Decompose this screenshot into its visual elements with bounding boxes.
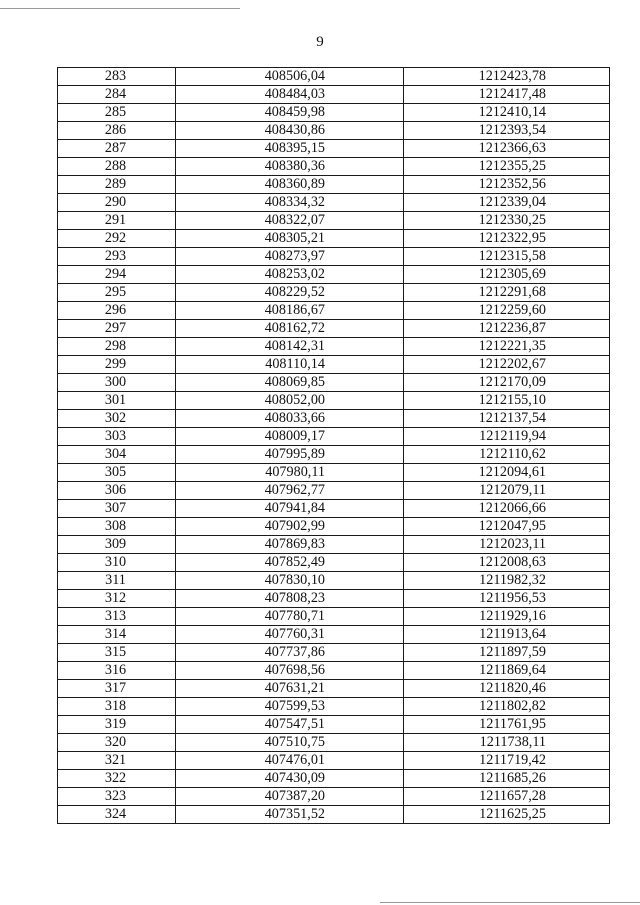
y-coordinate-cell: 1212066,66 bbox=[404, 500, 610, 518]
table-row bbox=[58, 158, 610, 176]
x-coordinate-cell: 408322,07 bbox=[176, 212, 404, 230]
table-row bbox=[58, 590, 610, 608]
table-row bbox=[58, 86, 610, 104]
table-row bbox=[58, 338, 610, 356]
x-coordinate-cell: 407737,86 bbox=[176, 644, 404, 662]
y-coordinate-cell: 1212393,54 bbox=[404, 122, 610, 140]
point-number-cell: 305 bbox=[58, 464, 176, 482]
x-coordinate-cell: 408360,89 bbox=[176, 176, 404, 194]
x-coordinate-cell: 408110,14 bbox=[176, 356, 404, 374]
x-coordinate-cell: 408162,72 bbox=[176, 320, 404, 338]
x-coordinate-cell: 407852,49 bbox=[176, 554, 404, 572]
point-number-cell: 289 bbox=[58, 176, 176, 194]
point-number-cell: 296 bbox=[58, 302, 176, 320]
y-coordinate-cell: 1212423,78 bbox=[404, 68, 610, 86]
y-coordinate-cell: 1212008,63 bbox=[404, 554, 610, 572]
y-coordinate-cell: 1212355,25 bbox=[404, 158, 610, 176]
x-coordinate-cell: 407430,09 bbox=[176, 770, 404, 788]
table-row bbox=[58, 536, 610, 554]
table-row bbox=[58, 266, 610, 284]
point-number-cell: 321 bbox=[58, 752, 176, 770]
table-row bbox=[58, 356, 610, 374]
point-number-cell: 318 bbox=[58, 698, 176, 716]
table-row bbox=[58, 554, 610, 572]
table-row bbox=[58, 806, 610, 824]
x-coordinate-cell: 408142,31 bbox=[176, 338, 404, 356]
table-row bbox=[58, 734, 610, 752]
point-number-cell: 311 bbox=[58, 572, 176, 590]
x-coordinate-cell: 408459,98 bbox=[176, 104, 404, 122]
y-coordinate-cell: 1212410,14 bbox=[404, 104, 610, 122]
y-coordinate-cell: 1212155,10 bbox=[404, 392, 610, 410]
point-number-cell: 315 bbox=[58, 644, 176, 662]
point-number-cell: 294 bbox=[58, 266, 176, 284]
y-coordinate-cell: 1212202,67 bbox=[404, 356, 610, 374]
y-coordinate-cell: 1212417,48 bbox=[404, 86, 610, 104]
x-coordinate-cell: 408305,21 bbox=[176, 230, 404, 248]
y-coordinate-cell: 1211982,32 bbox=[404, 572, 610, 590]
point-number-cell: 288 bbox=[58, 158, 176, 176]
table-row bbox=[58, 716, 610, 734]
x-coordinate-cell: 407476,01 bbox=[176, 752, 404, 770]
table-row bbox=[58, 446, 610, 464]
y-coordinate-cell: 1211802,82 bbox=[404, 698, 610, 716]
point-number-cell: 323 bbox=[58, 788, 176, 806]
table-row bbox=[58, 608, 610, 626]
y-coordinate-cell: 1211820,46 bbox=[404, 680, 610, 698]
table-row bbox=[58, 176, 610, 194]
point-number-cell: 299 bbox=[58, 356, 176, 374]
x-coordinate-cell: 407995,89 bbox=[176, 446, 404, 464]
table-row bbox=[58, 500, 610, 518]
y-coordinate-cell: 1211956,53 bbox=[404, 590, 610, 608]
x-coordinate-cell: 407808,23 bbox=[176, 590, 404, 608]
y-coordinate-cell: 1211761,95 bbox=[404, 716, 610, 734]
page-number: 9 bbox=[316, 34, 324, 50]
x-coordinate-cell: 407941,84 bbox=[176, 500, 404, 518]
x-coordinate-cell: 407599,53 bbox=[176, 698, 404, 716]
x-coordinate-cell: 408395,15 bbox=[176, 140, 404, 158]
y-coordinate-cell: 1212322,95 bbox=[404, 230, 610, 248]
x-coordinate-cell: 408069,85 bbox=[176, 374, 404, 392]
table-row bbox=[58, 302, 610, 320]
table-row bbox=[58, 68, 610, 86]
x-coordinate-cell: 407631,21 bbox=[176, 680, 404, 698]
coordinates-table-body bbox=[58, 68, 610, 824]
point-number-cell: 320 bbox=[58, 734, 176, 752]
x-coordinate-cell: 408052,00 bbox=[176, 392, 404, 410]
y-coordinate-cell: 1211738,11 bbox=[404, 734, 610, 752]
x-coordinate-cell: 407902,99 bbox=[176, 518, 404, 536]
x-coordinate-cell: 407760,31 bbox=[176, 626, 404, 644]
x-coordinate-cell: 408506,04 bbox=[176, 68, 404, 86]
table-row bbox=[58, 644, 610, 662]
table-row bbox=[58, 284, 610, 302]
table-row bbox=[58, 428, 610, 446]
point-number-cell: 295 bbox=[58, 284, 176, 302]
scan-edge-line-bottom bbox=[380, 902, 640, 903]
point-number-cell: 306 bbox=[58, 482, 176, 500]
point-number-cell: 313 bbox=[58, 608, 176, 626]
x-coordinate-cell: 407351,52 bbox=[176, 806, 404, 824]
scan-edge-line-top bbox=[0, 8, 240, 9]
y-coordinate-cell: 1212023,11 bbox=[404, 536, 610, 554]
x-coordinate-cell: 407510,75 bbox=[176, 734, 404, 752]
table-row bbox=[58, 770, 610, 788]
table-row bbox=[58, 194, 610, 212]
x-coordinate-cell: 408253,02 bbox=[176, 266, 404, 284]
y-coordinate-cell: 1212339,04 bbox=[404, 194, 610, 212]
table-row bbox=[58, 662, 610, 680]
point-number-cell: 286 bbox=[58, 122, 176, 140]
table-row bbox=[58, 374, 610, 392]
y-coordinate-cell: 1211719,42 bbox=[404, 752, 610, 770]
point-number-cell: 290 bbox=[58, 194, 176, 212]
table-row bbox=[58, 626, 610, 644]
y-coordinate-cell: 1211657,28 bbox=[404, 788, 610, 806]
x-coordinate-cell: 408033,66 bbox=[176, 410, 404, 428]
table-row bbox=[58, 320, 610, 338]
y-coordinate-cell: 1212236,87 bbox=[404, 320, 610, 338]
x-coordinate-cell: 407547,51 bbox=[176, 716, 404, 734]
x-coordinate-cell: 408334,32 bbox=[176, 194, 404, 212]
table-row bbox=[58, 212, 610, 230]
y-coordinate-cell: 1212366,63 bbox=[404, 140, 610, 158]
table-row bbox=[58, 392, 610, 410]
y-coordinate-cell: 1212137,54 bbox=[404, 410, 610, 428]
x-coordinate-cell: 408229,52 bbox=[176, 284, 404, 302]
point-number-cell: 322 bbox=[58, 770, 176, 788]
point-number-cell: 285 bbox=[58, 104, 176, 122]
point-number-cell: 317 bbox=[58, 680, 176, 698]
y-coordinate-cell: 1212330,25 bbox=[404, 212, 610, 230]
table-row bbox=[58, 230, 610, 248]
x-coordinate-cell: 407830,10 bbox=[176, 572, 404, 590]
x-coordinate-cell: 407780,71 bbox=[176, 608, 404, 626]
x-coordinate-cell: 407980,11 bbox=[176, 464, 404, 482]
point-number-cell: 302 bbox=[58, 410, 176, 428]
x-coordinate-cell: 407698,56 bbox=[176, 662, 404, 680]
point-number-cell: 293 bbox=[58, 248, 176, 266]
point-number-cell: 308 bbox=[58, 518, 176, 536]
table-row bbox=[58, 140, 610, 158]
point-number-cell: 283 bbox=[58, 68, 176, 86]
y-coordinate-cell: 1212170,09 bbox=[404, 374, 610, 392]
y-coordinate-cell: 1212079,11 bbox=[404, 482, 610, 500]
table-row bbox=[58, 464, 610, 482]
x-coordinate-cell: 407869,83 bbox=[176, 536, 404, 554]
y-coordinate-cell: 1212221,35 bbox=[404, 338, 610, 356]
x-coordinate-cell: 408273,97 bbox=[176, 248, 404, 266]
point-number-cell: 301 bbox=[58, 392, 176, 410]
y-coordinate-cell: 1211897,59 bbox=[404, 644, 610, 662]
y-coordinate-cell: 1211869,64 bbox=[404, 662, 610, 680]
point-number-cell: 307 bbox=[58, 500, 176, 518]
y-coordinate-cell: 1212094,61 bbox=[404, 464, 610, 482]
y-coordinate-cell: 1212110,62 bbox=[404, 446, 610, 464]
y-coordinate-cell: 1212291,68 bbox=[404, 284, 610, 302]
table-row bbox=[58, 788, 610, 806]
point-number-cell: 314 bbox=[58, 626, 176, 644]
table-row bbox=[58, 410, 610, 428]
y-coordinate-cell: 1212119,94 bbox=[404, 428, 610, 446]
table-row bbox=[58, 248, 610, 266]
point-number-cell: 291 bbox=[58, 212, 176, 230]
x-coordinate-cell: 407962,77 bbox=[176, 482, 404, 500]
y-coordinate-cell: 1212305,69 bbox=[404, 266, 610, 284]
x-coordinate-cell: 408186,67 bbox=[176, 302, 404, 320]
y-coordinate-cell: 1211625,25 bbox=[404, 806, 610, 824]
point-number-cell: 319 bbox=[58, 716, 176, 734]
table-row bbox=[58, 518, 610, 536]
point-number-cell: 310 bbox=[58, 554, 176, 572]
point-number-cell: 303 bbox=[58, 428, 176, 446]
x-coordinate-cell: 408484,03 bbox=[176, 86, 404, 104]
table-row bbox=[58, 482, 610, 500]
point-number-cell: 297 bbox=[58, 320, 176, 338]
point-number-cell: 316 bbox=[58, 662, 176, 680]
table-row bbox=[58, 572, 610, 590]
point-number-cell: 287 bbox=[58, 140, 176, 158]
table-row bbox=[58, 752, 610, 770]
y-coordinate-cell: 1211913,64 bbox=[404, 626, 610, 644]
table-row bbox=[58, 122, 610, 140]
x-coordinate-cell: 408430,86 bbox=[176, 122, 404, 140]
point-number-cell: 298 bbox=[58, 338, 176, 356]
point-number-cell: 304 bbox=[58, 446, 176, 464]
point-number-cell: 312 bbox=[58, 590, 176, 608]
y-coordinate-cell: 1212352,56 bbox=[404, 176, 610, 194]
coordinates-table bbox=[57, 67, 610, 824]
y-coordinate-cell: 1212047,95 bbox=[404, 518, 610, 536]
y-coordinate-cell: 1211929,16 bbox=[404, 608, 610, 626]
point-number-cell: 284 bbox=[58, 86, 176, 104]
point-number-cell: 300 bbox=[58, 374, 176, 392]
point-number-cell: 292 bbox=[58, 230, 176, 248]
table-row bbox=[58, 104, 610, 122]
table-row bbox=[58, 680, 610, 698]
y-coordinate-cell: 1211685,26 bbox=[404, 770, 610, 788]
table-row bbox=[58, 698, 610, 716]
y-coordinate-cell: 1212259,60 bbox=[404, 302, 610, 320]
x-coordinate-cell: 408380,36 bbox=[176, 158, 404, 176]
x-coordinate-cell: 408009,17 bbox=[176, 428, 404, 446]
y-coordinate-cell: 1212315,58 bbox=[404, 248, 610, 266]
point-number-cell: 324 bbox=[58, 806, 176, 824]
x-coordinate-cell: 407387,20 bbox=[176, 788, 404, 806]
point-number-cell: 309 bbox=[58, 536, 176, 554]
